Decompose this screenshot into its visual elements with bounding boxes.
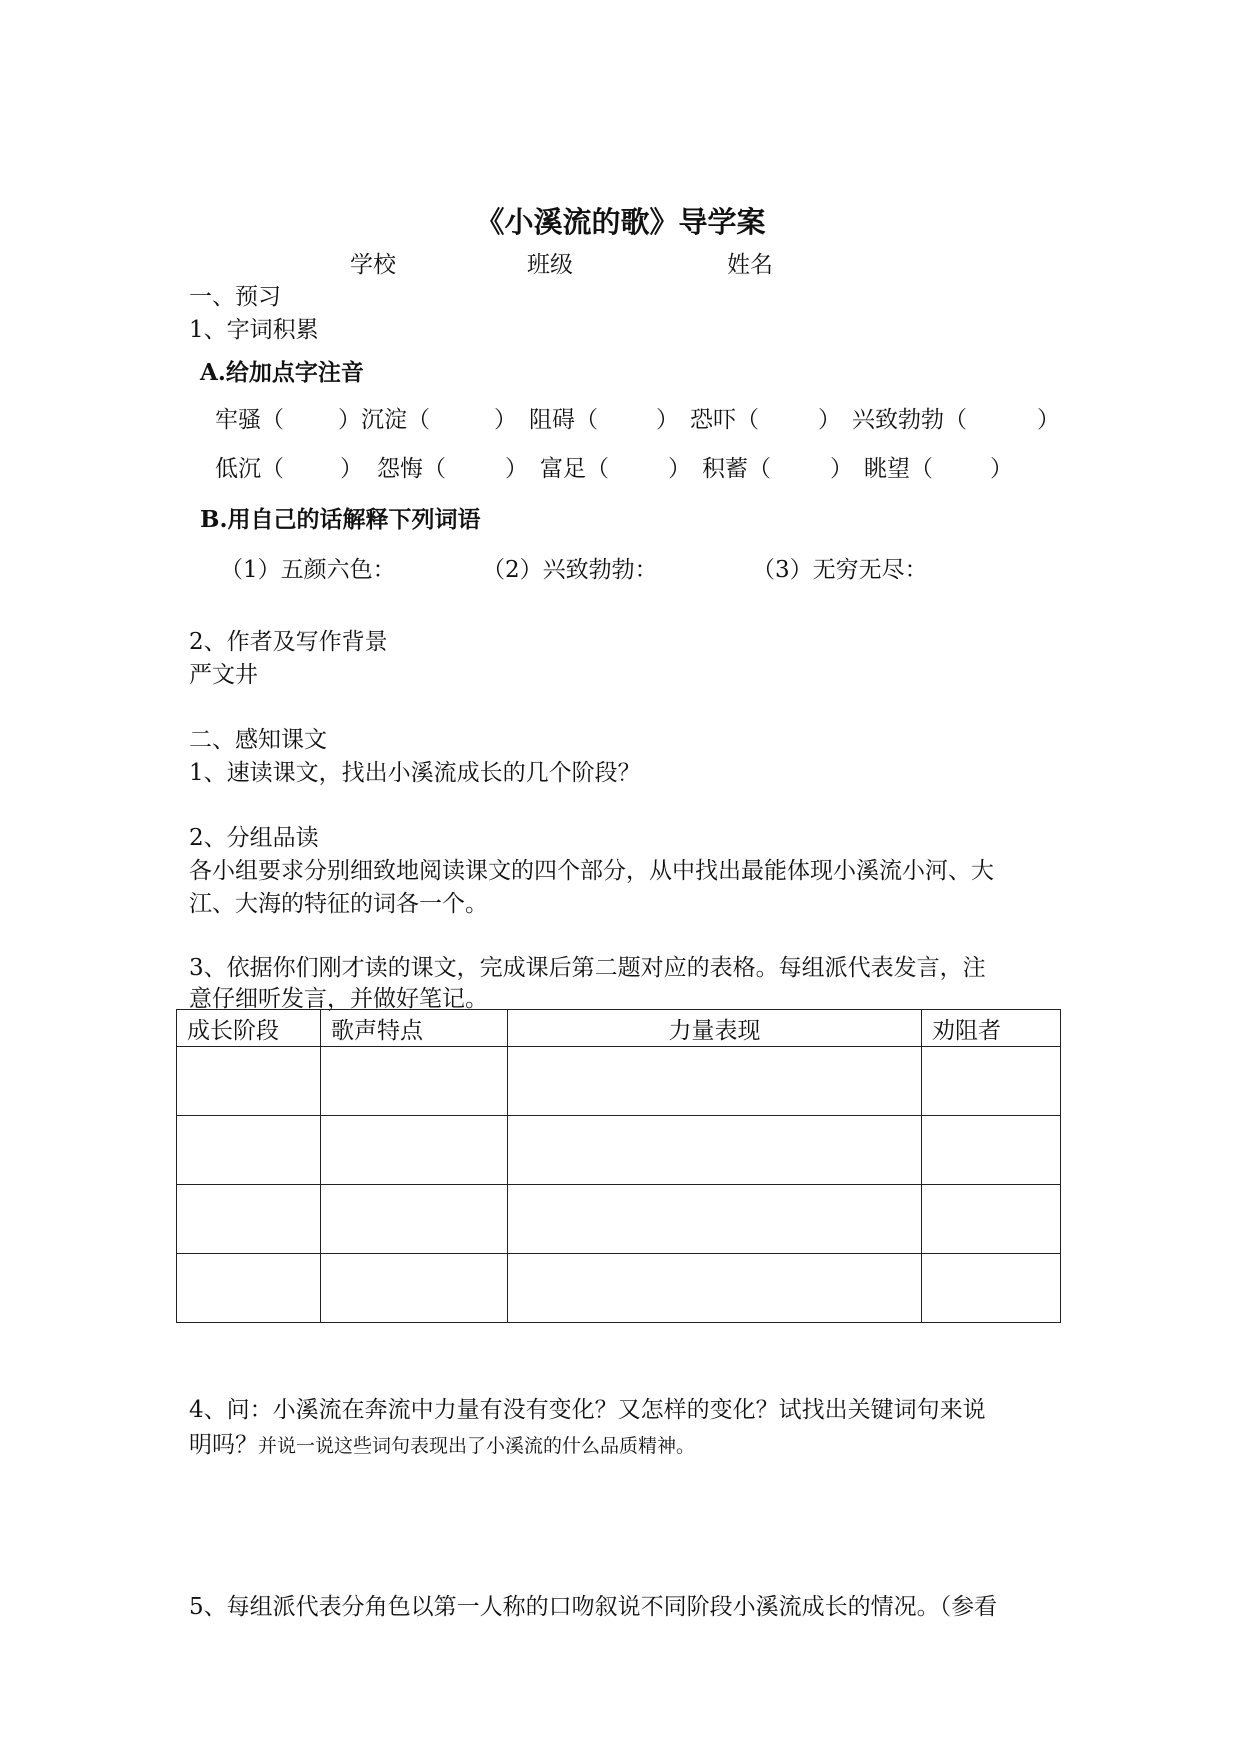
question-2-line: 各小组要求分别细致地阅读课文的四个部分，从中找出最能体现小溪流小河、大 xyxy=(189,858,994,884)
pinyin-item: ） xyxy=(990,456,1013,482)
pinyin-item: ）沉淀（ xyxy=(338,407,430,433)
pinyin-item: 积蓄（ xyxy=(702,456,771,482)
table-cell[interactable] xyxy=(922,1185,1061,1254)
table-cell[interactable] xyxy=(508,1185,922,1254)
table-cell[interactable] xyxy=(177,1047,321,1116)
table-row xyxy=(177,1116,1061,1185)
question-3-line: 3、依据你们刚才读的课文，完成课后第二题对应的表格。每组派代表发言，注 xyxy=(189,955,986,981)
table-cell[interactable] xyxy=(321,1185,508,1254)
question-4-line: 4、问：小溪流在奔流中力量有没有变化？又怎样的变化？试找出关键词句来说 xyxy=(189,1397,986,1423)
definition-item: （1）五颜六色： xyxy=(220,557,396,583)
page-title: 《小溪流的歌》导学案 xyxy=(475,205,766,239)
question-3-line: 意仔细听发言，并做好笔记。 xyxy=(189,986,488,1012)
section2-heading: 二、感知课文 xyxy=(189,727,327,753)
pinyin-item: 低沉（ xyxy=(215,456,284,482)
table-cell[interactable] xyxy=(508,1116,922,1185)
table-header-row xyxy=(177,1010,1061,1047)
question-4-part: 并说一说这些词句表现出了小溪流的什么品质精神。 xyxy=(258,1435,696,1457)
table-cell[interactable] xyxy=(508,1254,922,1323)
definition-item: （3）无穷无尽： xyxy=(752,557,928,583)
table-cell[interactable] xyxy=(321,1047,508,1116)
pinyin-item: 恐吓（ xyxy=(690,407,759,433)
question-1: 1、速读课文，找出小溪流成长的几个阶段？ xyxy=(189,760,641,786)
question-4-line xyxy=(189,1430,695,1461)
pinyin-item: ） xyxy=(1037,407,1060,433)
question-5: 5、每组派代表分角色以第一人称的口吻叙说不同阶段小溪流成长的情况。（参看 xyxy=(189,1594,998,1620)
table-cell[interactable] xyxy=(177,1254,321,1323)
definition-item: （2）兴致勃勃： xyxy=(482,557,658,583)
table-row xyxy=(177,1254,1061,1323)
pinyin-item: ） xyxy=(818,407,841,433)
pinyin-item: ） xyxy=(505,456,528,482)
pinyin-item: 怨悔（ xyxy=(377,456,446,482)
table-cell[interactable] xyxy=(321,1254,508,1323)
pinyin-item: 阻碍（ xyxy=(529,407,598,433)
growth-table xyxy=(176,1009,1061,1323)
pinyin-item: ） xyxy=(340,456,363,482)
field-class-label: 班级 xyxy=(527,252,573,278)
table-cell[interactable] xyxy=(922,1254,1061,1323)
table-row xyxy=(177,1185,1061,1254)
pinyin-item: 兴致勃勃（ xyxy=(852,407,967,433)
pinyin-item: 牢骚（ xyxy=(215,407,284,433)
field-name-label: 姓名 xyxy=(727,252,773,278)
author-name: 严文井 xyxy=(189,662,258,688)
question-2-title: 2、分组品读 xyxy=(189,825,319,851)
table-cell[interactable] xyxy=(177,1185,321,1254)
table-header: 力量表现 xyxy=(508,1010,922,1047)
pinyin-item: ） xyxy=(656,407,679,433)
table-cell[interactable] xyxy=(177,1116,321,1185)
pinyin-item: ） xyxy=(668,456,691,482)
sub1-heading: 1、字词积累 xyxy=(189,317,319,343)
table-row xyxy=(177,1047,1061,1116)
pinyin-item: ） xyxy=(494,407,517,433)
table-header: 成长阶段 xyxy=(177,1010,321,1047)
pinyin-item: 富足（ xyxy=(540,456,609,482)
table-cell[interactable] xyxy=(922,1116,1061,1185)
table-header: 劝阻者 xyxy=(922,1010,1061,1047)
partB-heading: B.用自己的话解释下列词语 xyxy=(200,506,481,533)
sub2-heading: 2、作者及写作背景 xyxy=(189,629,388,655)
pinyin-item: 眺望（ xyxy=(864,456,933,482)
question-4-part: 明吗？ xyxy=(189,1432,258,1458)
question-2-line: 江、大海的特征的词各一个。 xyxy=(189,891,488,917)
table-cell[interactable] xyxy=(508,1047,922,1116)
section1-heading: 一、预习 xyxy=(189,284,281,310)
table-header: 歌声特点 xyxy=(321,1010,508,1047)
table-cell[interactable] xyxy=(321,1116,508,1185)
table-cell[interactable] xyxy=(922,1047,1061,1116)
field-school-label: 学校 xyxy=(350,252,396,278)
partA-heading: A.给加点字注音 xyxy=(200,359,364,386)
pinyin-item: ） xyxy=(830,456,853,482)
